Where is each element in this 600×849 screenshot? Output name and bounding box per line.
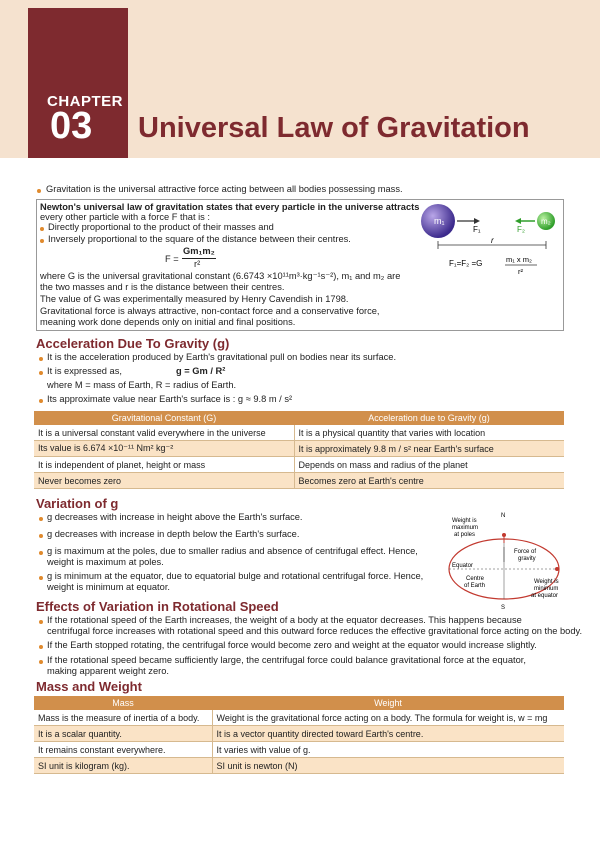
bullet — [39, 551, 43, 555]
newton-line-3: where G is the universal gravitational constant (6.6743 ×10¹¹m³·kg⁻¹s⁻²), m₁ and m₂ are — [40, 271, 401, 281]
force-2-label: F₂ — [517, 225, 525, 234]
effects-bullet-2: If the Earth stopped rotating, the centrifugal force would become zero and weight at the equator would increase slightly. — [47, 640, 537, 650]
comparison-table — [34, 411, 564, 489]
variation-bullet-3b: weight is maximum at poles. — [47, 557, 164, 567]
formula-lhs: F = — [165, 254, 179, 264]
bullet — [39, 534, 43, 538]
equator-label: Equator — [452, 563, 474, 569]
section-heading-variation: Variation of g — [36, 496, 119, 511]
mass-weight-table — [34, 696, 564, 774]
bullet — [39, 371, 43, 375]
table-header: Acceleration due to Gravity (g) — [294, 411, 564, 425]
table-cell: It is approximately 9.8 m / s² near Earth's surface — [294, 441, 564, 457]
variation-bullet-1: g decreases with increase in height above the Earth's surface. — [47, 512, 303, 522]
accel-formula: g = Gm / R² — [176, 366, 226, 376]
intro-text: Gravitation is the universal attractive force acting between all bodies possessing mass. — [46, 184, 403, 194]
table-row — [34, 758, 564, 774]
earth-diagram — [444, 507, 566, 613]
table-row — [34, 726, 564, 742]
table-header: Mass — [34, 696, 212, 710]
mass-1-label: m₁ — [434, 216, 445, 226]
formula-numerator: Gm₁m₂ — [183, 246, 215, 256]
centre-label-1: Centre — [466, 576, 485, 582]
bullet — [39, 645, 43, 649]
table-row — [34, 425, 564, 441]
newton-line-5: The value of G was experimentally measured by Henry Cavendish in 1798. — [40, 294, 349, 304]
wmax-label-2: maximum — [452, 525, 479, 531]
bullet — [40, 239, 44, 243]
newton-line-7: meaning work done depends only on initial and final positions. — [40, 317, 296, 327]
newton-line-4: the two masses and r is the distance between their centres. — [40, 282, 285, 292]
bullet — [39, 357, 43, 361]
equation-numerator: m₁ x m₂ — [506, 255, 532, 264]
variation-bullet-4b: weight is minimum at equator. — [47, 582, 170, 592]
variation-bullet-2: g decreases with increase in depth below the Earth's surface. — [47, 529, 300, 539]
table-cell: SI unit is newton (N) — [212, 758, 564, 774]
arrowhead — [515, 218, 521, 224]
arrowhead — [474, 218, 480, 224]
newton-line-6: Gravitational force is always attractive, non-contact force and a conservative force, — [40, 306, 380, 316]
bullet — [37, 189, 41, 193]
accel-bullet-1: It is the acceleration produced by Earth's gravitational pull on bodies near its surface. — [47, 352, 397, 362]
table-cell: It remains constant everywhere. — [34, 742, 212, 758]
newton-bullet-1: Directly proportional to the product of their masses and — [48, 222, 274, 232]
bullet — [39, 620, 43, 624]
wmin-label-1: Weight is — [534, 579, 559, 585]
wmax-label-3: at poles — [454, 532, 476, 538]
effects-bullet-1a: If the rotational speed of the Earth increases, the weight of a body at the equator decreases. This happens because — [47, 615, 522, 625]
accel-bullet-3: Its approximate value near Earth's surface is : g ≈ 9.8 m / s² — [47, 394, 293, 404]
section-heading-acceleration: Acceleration Due To Gravity (g) — [36, 336, 230, 351]
table-cell: It is independent of planet, height or mass — [34, 457, 294, 473]
table-row — [34, 457, 564, 473]
table-cell: Becomes zero at Earth's centre — [294, 473, 564, 489]
table-cell: Mass is the measure of inertia of a body. — [34, 710, 212, 726]
force-gravity-label-2: gravity — [518, 556, 536, 562]
page-title: Universal Law of Gravitation — [138, 112, 530, 144]
accel-bullet-2: It is expressed as, — [47, 366, 122, 376]
table-cell: Its value is 6.674 ×10⁻¹¹ Nm² kg⁻² — [34, 441, 294, 457]
table-header: Weight — [212, 696, 564, 710]
bullet — [39, 399, 43, 403]
table-cell: It is a vector quantity directed toward Earth's centre. — [212, 726, 564, 742]
south-label: S — [501, 605, 506, 611]
north-label: N — [501, 513, 506, 519]
person-at-pole-icon — [502, 533, 506, 537]
table-header: Gravitational Constant (G) — [34, 411, 294, 425]
table-cell: Depends on mass and radius of the planet — [294, 457, 564, 473]
formula-denominator: r² — [194, 259, 201, 269]
mass-2-label: m₂ — [541, 217, 551, 226]
chapter-label: CHAPTER — [47, 93, 124, 110]
table-row — [34, 473, 564, 489]
newton-line-1: Newton's universal law of gravitation states that every particle in the universe attracts — [40, 202, 420, 212]
effects-bullet-3b: making apparent weight zero. — [47, 666, 169, 676]
distance-label: r — [491, 236, 494, 245]
table-row — [34, 742, 564, 758]
section-heading-effects: Effects of Variation in Rotational Speed — [36, 599, 279, 614]
bullet — [39, 660, 43, 664]
table-cell: SI unit is kilogram (kg). — [34, 758, 212, 774]
table-cell: It is a physical quantity that varies with location — [294, 425, 564, 441]
effects-bullet-3a: If the rotational speed became sufficiently large, the centrifugal force could balance gravitational force at the equator, — [47, 655, 526, 665]
section-heading-mass-weight: Mass and Weight — [36, 679, 142, 694]
table-row — [34, 710, 564, 726]
force-gravity-label-1: Force of — [514, 549, 537, 555]
centre-label-2: of Earth — [464, 583, 486, 589]
wmin-label-3: at equator — [531, 593, 559, 599]
equation-denominator: r² — [518, 267, 523, 276]
bullet — [39, 517, 43, 521]
table-row — [34, 441, 564, 457]
wmax-label-1: Weight is — [452, 518, 477, 524]
table-cell: It is a universal constant valid everywhere in the universe — [34, 425, 294, 441]
variation-bullet-4a: g is minimum at the equator, due to equatorial bulge and rotational centrifugal force. Hence, — [47, 571, 424, 581]
wmin-label-2: minimum — [534, 586, 559, 592]
table-cell: Never becomes zero — [34, 473, 294, 489]
force-1-label: F₁ — [473, 225, 481, 234]
table-cell: Weight is the gravitational force acting on a body. The formula for weight is, w = mg — [212, 710, 564, 726]
newton-line-2: every other particle with a force F that is : — [40, 212, 210, 222]
chapter-number: 03 — [50, 105, 93, 147]
table-cell: It varies with value of g. — [212, 742, 564, 758]
accel-where: where M = mass of Earth, R = radius of Earth. — [47, 380, 237, 390]
person-at-equator-icon — [555, 567, 559, 571]
bullet — [39, 576, 43, 580]
table-cell: It is a scalar quantity. — [34, 726, 212, 742]
force-equation: F₁=F₂ =G — [449, 259, 483, 268]
gravitation-diagram — [415, 200, 565, 280]
variation-bullet-3a: g is maximum at the poles, due to smaller radius and absence of centrifugal effect. Hence, — [47, 546, 418, 556]
newton-bullet-2: Inversely proportional to the square of the distance between their centres. — [48, 234, 351, 244]
effects-bullet-1b: centrifugal force increases with rotational speed and this outward force reduces the effective gravitational force acting on the body. — [47, 626, 583, 636]
bullet — [40, 227, 44, 231]
